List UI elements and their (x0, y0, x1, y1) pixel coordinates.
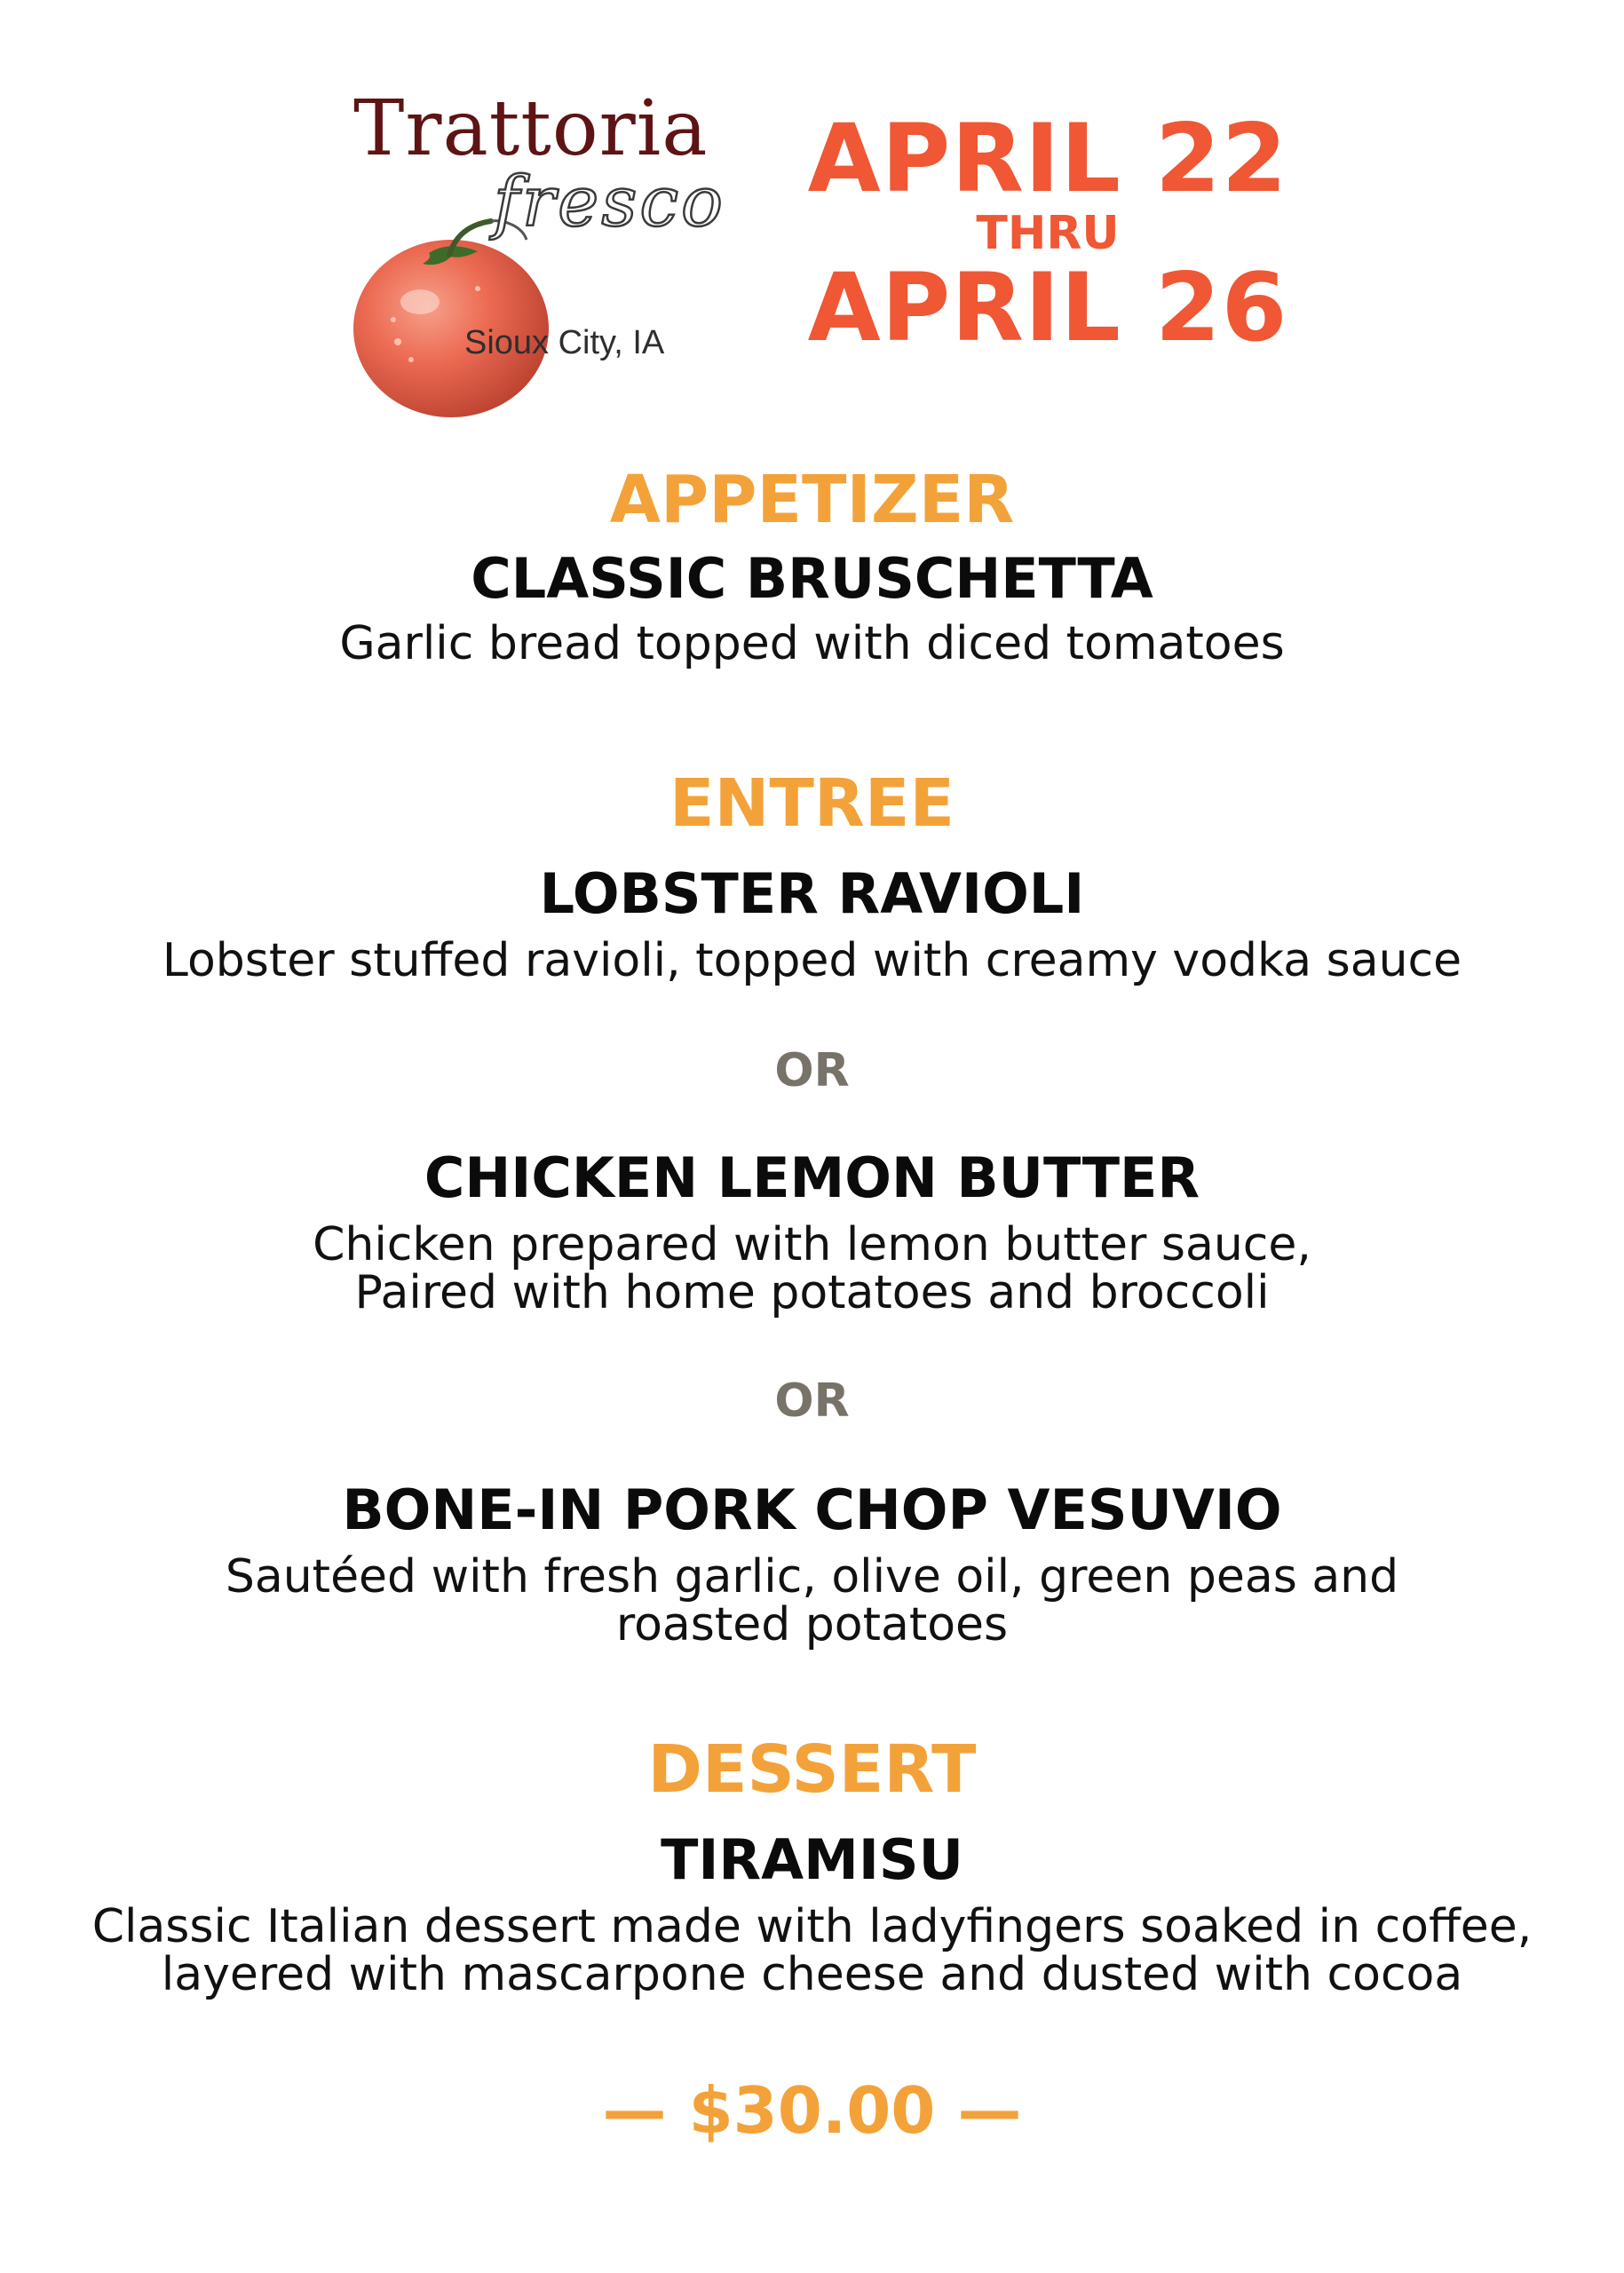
appetizer-dish-description: Garlic bread topped with diced tomatoes (339, 617, 1285, 670)
appetizer-heading: APPETIZER (609, 462, 1015, 538)
logo-name-top: Trattoria (353, 84, 709, 173)
entree-option-2-name: CHICKEN LEMON BUTTER (424, 1145, 1200, 1210)
entree-option-3-description-line-2: roasted potatoes (615, 1598, 1009, 1651)
entree-or-separator: OR (774, 1374, 850, 1428)
entree-heading: ENTREE (669, 765, 955, 842)
restaurant-logo (345, 84, 735, 422)
logo-location: Sioux City, IA (464, 324, 665, 361)
dessert-description-line-2: layered with mascarpone cheese and dusted with cocoa (161, 1948, 1463, 2001)
dessert-description-line-1: Classic Italian dessert made with ladyfingers soaked in coffee, (91, 1900, 1533, 1953)
end-date: APRIL 26 (807, 253, 1288, 362)
dessert-heading: DESSERT (647, 1731, 977, 1808)
entree-option-2-description-line-1: Chicken prepared with lemon butter sauce, (313, 1218, 1311, 1271)
menu-price: — $30.00 — (602, 2073, 1022, 2148)
start-date: APRIL 22 (807, 104, 1288, 213)
logo-name-script: fresco (494, 162, 725, 242)
promo-dates (781, 104, 1314, 362)
entree-option-3-name: BONE-IN PORK CHOP VESUVIO (342, 1477, 1282, 1542)
entree-option-2-description-line-2: Paired with home potatoes and broccoli (354, 1266, 1270, 1319)
appetizer-dish-name: CLASSIC BRUSCHETTA (471, 546, 1153, 611)
dates-connector: THRU (976, 207, 1120, 260)
tomato-icon (345, 218, 558, 422)
entree-or-separator: OR (774, 1044, 850, 1097)
dessert-dish-name: TIRAMISU (661, 1827, 963, 1892)
entree-option-3-description-line-1: Sautéed with fresh garlic, olive oil, green peas and (225, 1550, 1399, 1604)
entree-option-1-description: Lobster stuffed ravioli, topped with creamy vodka sauce (162, 934, 1462, 987)
entree-option-1-name: LOBSTER RAVIOLI (539, 861, 1085, 926)
